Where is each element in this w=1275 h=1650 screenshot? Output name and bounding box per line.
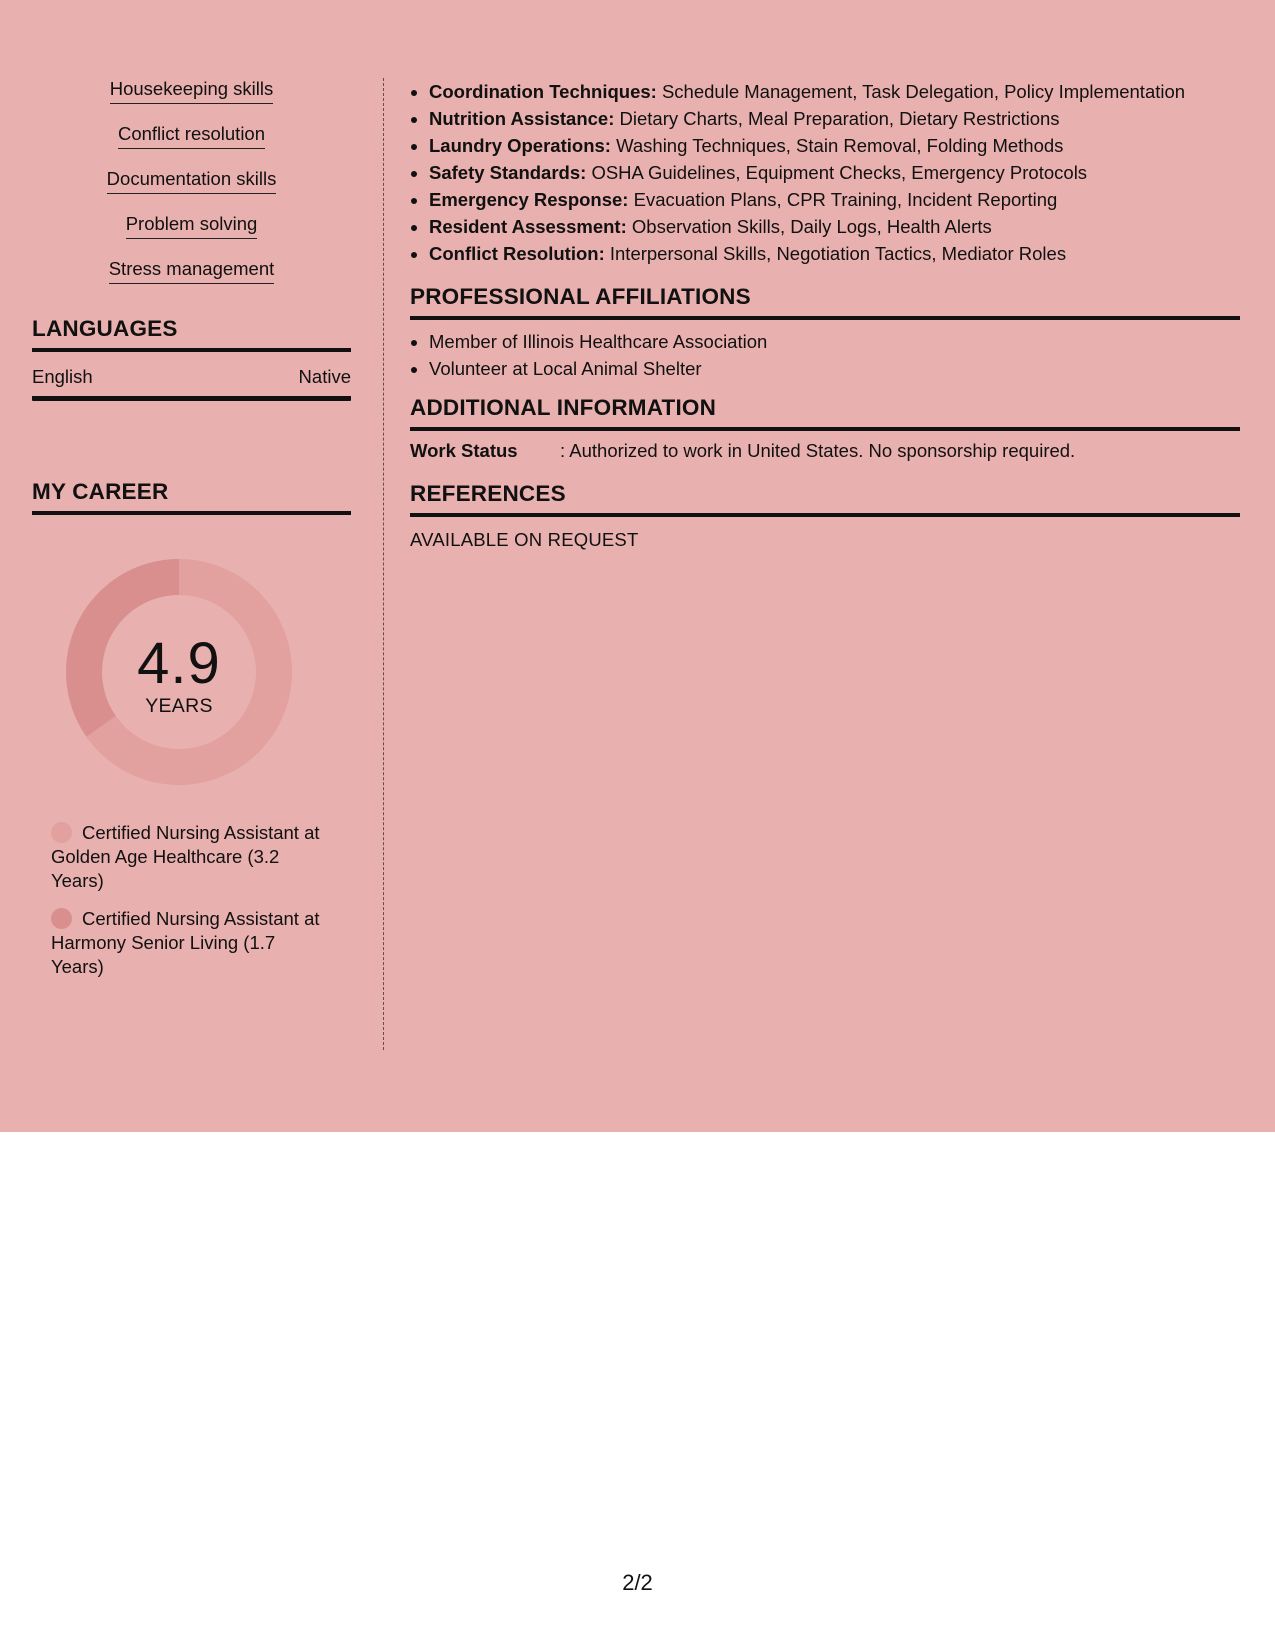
skill-item: Conflict resolution (32, 123, 351, 151)
affiliation-item: • Volunteer at Local Animal Shelter (429, 355, 1240, 382)
right-column (410, 78, 1240, 552)
expertise-list (410, 78, 1240, 267)
references-heading: REFERENCES (410, 481, 1240, 517)
affiliations-list (410, 328, 1240, 382)
language-level: Native (298, 366, 351, 387)
references-text: AVAILABLE ON REQUEST (410, 529, 639, 550)
skills-list (32, 78, 351, 286)
left-column (32, 78, 351, 993)
legend-dot (51, 822, 72, 843)
expertise-item: • Resident Assessment: Observation Skills, Daily Logs, Health Alerts (429, 213, 1240, 240)
career-legend-item: Certified Nursing Assistant at Golden Age Healthcare (3.2 Years) (51, 822, 320, 891)
career-legend (51, 821, 326, 979)
language-row (32, 366, 351, 401)
career-total-years: 4.9 (137, 631, 221, 696)
expertise-item: • Coordination Techniques: Schedule Management, Task Delegation, Policy Implementation (429, 78, 1240, 105)
skill-item: Housekeeping skills (32, 78, 351, 106)
column-divider (383, 78, 384, 1050)
expertise-item: • Conflict Resolution: Interpersonal Skills, Negotiation Tactics, Mediator Roles (429, 240, 1240, 267)
career-donut-chart (66, 559, 292, 785)
languages-heading: LANGUAGES (32, 316, 351, 352)
expertise-item: • Laundry Operations: Washing Techniques, Stain Removal, Folding Methods (429, 132, 1240, 159)
skill-item: Stress management (32, 258, 351, 286)
work-status-row (410, 439, 1240, 463)
career-legend-item: Certified Nursing Assistant at Harmony Senior Living (1.7 Years) (51, 908, 320, 977)
expertise-item: • Emergency Response: Evacuation Plans, CPR Training, Incident Reporting (429, 186, 1240, 213)
affiliations-heading: PROFESSIONAL AFFILIATIONS (410, 284, 1240, 320)
skill-item: Documentation skills (32, 168, 351, 196)
work-status-label: Work Status (410, 440, 518, 461)
page-number: 2/2 (622, 1570, 653, 1595)
donut-center (66, 559, 292, 785)
legend-dot (51, 908, 72, 929)
expertise-item: • Nutrition Assistance: Dietary Charts, Meal Preparation, Dietary Restrictions (429, 105, 1240, 132)
career-years-unit: YEARS (145, 695, 213, 717)
career-heading: MY CAREER (32, 479, 351, 515)
expertise-item: • Safety Standards: OSHA Guidelines, Equipment Checks, Emergency Protocols (429, 159, 1240, 186)
additional-info-heading: ADDITIONAL INFORMATION (410, 395, 1240, 431)
language-name: English (32, 366, 93, 387)
work-status-value: : Authorized to work in United States. No sponsorship required. (560, 440, 1076, 461)
affiliation-item: • Member of Illinois Healthcare Association (429, 328, 1240, 355)
skill-item: Problem solving (32, 213, 351, 241)
